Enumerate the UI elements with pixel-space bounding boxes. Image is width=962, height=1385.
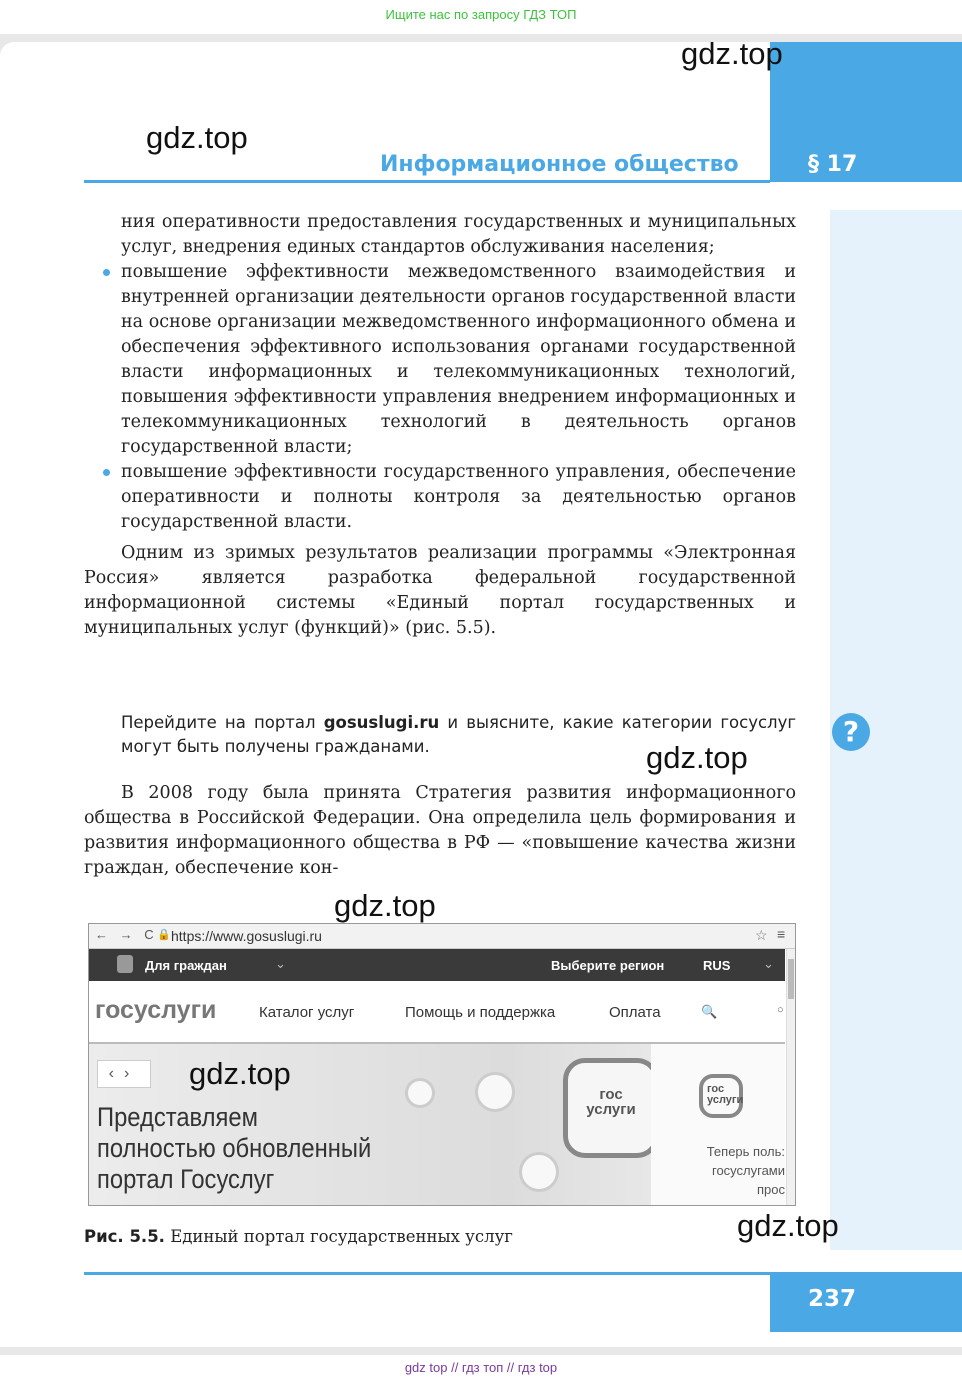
main-text [84, 781, 796, 881]
lock-icon: 🔒 [157, 929, 171, 941]
browser-nav-icons[interactable]: ← → C [95, 927, 158, 942]
main-text [84, 210, 796, 641]
portal-top-bar [89, 949, 785, 981]
emblem-text: гос [599, 1086, 623, 1103]
for-citizens-link[interactable]: Для граждан [145, 958, 227, 973]
promo-panel [651, 1044, 785, 1205]
watermark: gdz.top [146, 120, 248, 155]
watermark: gdz.top [646, 740, 748, 775]
bullet-icon [103, 469, 110, 476]
chevron-down-icon[interactable]: ⌄ [763, 956, 774, 971]
task-text: Перейдите на портал [121, 713, 324, 732]
scrollbar-thumb[interactable] [788, 959, 794, 999]
promo-line: госуслугами [711, 1163, 785, 1178]
headline-line: Представляем [97, 1102, 258, 1132]
bottom-banner[interactable]: gdz top // гдз топ // гдз top [0, 1355, 962, 1385]
star-icon[interactable]: ☆ [755, 927, 768, 943]
scrollbar[interactable] [786, 949, 796, 1205]
gosuslugi-emblem [563, 1058, 659, 1158]
watermark: gdz.top [737, 1208, 839, 1243]
promo-line: прос [757, 1182, 785, 1197]
footer-rule [84, 1272, 770, 1275]
section-number: § 17 [808, 152, 858, 177]
logo-text: гос [707, 1083, 725, 1095]
paragraph: Одним из зримых результатов реализации программы «Электронная Россия» является разработка федеральной государственной информационной системы «Единый портал государственных и муниципальных услуг (функций)» (рис. 5.5). [84, 543, 796, 638]
top-banner[interactable]: Ищите нас по запросу ГДЗ ТОП [0, 0, 962, 34]
browser-address-bar [89, 924, 795, 949]
bullet-icon [103, 269, 110, 276]
page-number: 237 [808, 1286, 857, 1312]
page-number-tab [770, 1272, 962, 1332]
emblem-text: услуги [586, 1101, 636, 1118]
nav-link-payment[interactable]: Оплата [609, 1004, 661, 1021]
task-text: и выясните, какие категории госуслуг могут быть получены гражданами. [121, 713, 797, 756]
gosuslugi-small-logo [699, 1074, 743, 1118]
watermark: gdz.top [334, 888, 436, 923]
carousel-arrows[interactable]: ‹› [97, 1060, 151, 1088]
watermark: gdz.top [681, 36, 783, 71]
region-selector[interactable]: Выберите регион [551, 958, 665, 973]
caption-text: Единый портал государственных услуг [164, 1227, 513, 1246]
list-item [84, 460, 796, 535]
watermark: gdz.top [189, 1056, 291, 1091]
task-link[interactable]: gosuslugi.ru [323, 713, 440, 732]
promo-line: Теперь поль: [706, 1144, 785, 1159]
headline-line: полностью обновленный [97, 1133, 372, 1163]
figure-caption [84, 1227, 513, 1246]
nav-link-help[interactable]: Помощь и поддержка [405, 1004, 556, 1021]
dot-icon: ○ [777, 1004, 784, 1016]
header-rule [84, 180, 770, 183]
list-item [84, 260, 796, 460]
headline-line: портал Госуслуг [97, 1164, 275, 1194]
emblem-icon [117, 955, 133, 973]
nav-link-catalog[interactable]: Каталог услуг [259, 1004, 355, 1021]
logo-text: услуги [707, 1094, 744, 1106]
service-icon [475, 1072, 515, 1112]
list-item-text: повышение эффективности государственного управления, обеспечение оперативности и полноты контроля за деятельностью органов государственной власти. [121, 462, 796, 532]
url-text[interactable]: https://www.gosuslugi.ru [171, 928, 322, 944]
caption-label: Рис. 5.5. [84, 1227, 165, 1246]
portal-nav [89, 982, 785, 1044]
chapter-title: Информационное общество [380, 152, 739, 177]
list-item-text: повышение эффективности межведомственного взаимодействия и внутренней организации деятельности органов государственной власти на основе организации межведомственного информационного обмена и обеспечения эффективного использования органами государственной власти информационных и телекоммуникационных технологий, повышения эффективности управления внедрением информационных и телекоммуникационных технологий в деятельность органов государственной власти; [121, 262, 797, 457]
search-icon[interactable]: 🔍 [701, 1004, 718, 1019]
banner-headline [97, 1102, 371, 1195]
service-icon [405, 1078, 435, 1108]
gosuslugi-logo[interactable]: госуслуги [95, 996, 217, 1024]
question-icon: ? [832, 713, 870, 751]
language-selector[interactable]: RUS [703, 958, 731, 973]
promo-text [681, 1142, 785, 1199]
text-fragment: ния оперативности предоставления государственных и муниципальных услуг, внедрения единых стандартов обслуживания населения; [121, 212, 796, 257]
service-icon [519, 1152, 559, 1192]
chevron-down-icon[interactable]: ⌄ [275, 956, 286, 971]
paragraph: В 2008 году была принята Стратегия развития информационного общества в Российской Федерации. Она определила цель формирования и развития информационного общества в РФ — «повышение качества жизни граждан, обеспечение кон- [84, 783, 796, 878]
menu-icon[interactable]: ≡ [777, 926, 786, 942]
section-tab [770, 42, 962, 182]
